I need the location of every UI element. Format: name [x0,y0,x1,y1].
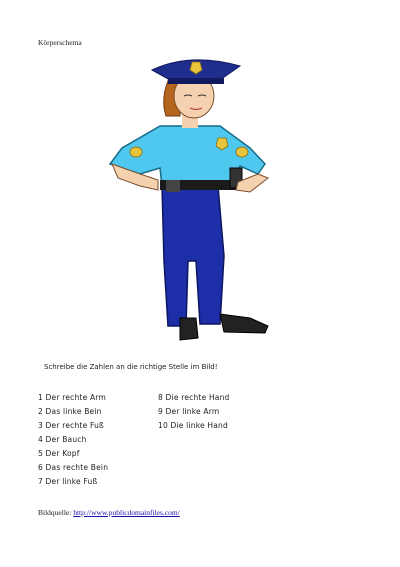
body-part-list-right [158,391,230,433]
right-patch [236,147,248,157]
trousers [162,186,224,326]
body-part-list-left [38,391,108,489]
cap-band [168,78,224,84]
right-shoe [220,314,268,333]
list-item: 8 Die rechte Hand [158,393,230,402]
instruction-text: Schreibe die Zahlen an die richtige Stelle im Bild! [44,363,218,371]
left-patch [130,147,142,157]
list-item: 9 Der linke Arm [158,407,220,416]
image-source [38,508,180,517]
list-item: 7 Der linke Fuß [38,477,98,486]
list-item: 3 Der rechte Fuß [38,421,104,430]
list-item: 2 Das linke Bein [38,407,102,416]
belt-pouch [166,180,180,192]
list-item: 5 Der Kopf [38,449,80,458]
list-item: 10 Die linke Hand [158,421,228,430]
list-item: 6 Das rechte Bein [38,463,109,472]
list-item: 1 Der rechte Arm [38,393,106,402]
police-officer-illustration [100,56,278,348]
list-item: 4 Der Bauch [38,435,87,444]
left-shoe [180,318,198,340]
source-link[interactable]: http://www.publicdomainfiles.com/ [73,508,180,517]
page-title: Körperschema [38,38,82,47]
source-label: Bildquelle: [38,508,72,517]
